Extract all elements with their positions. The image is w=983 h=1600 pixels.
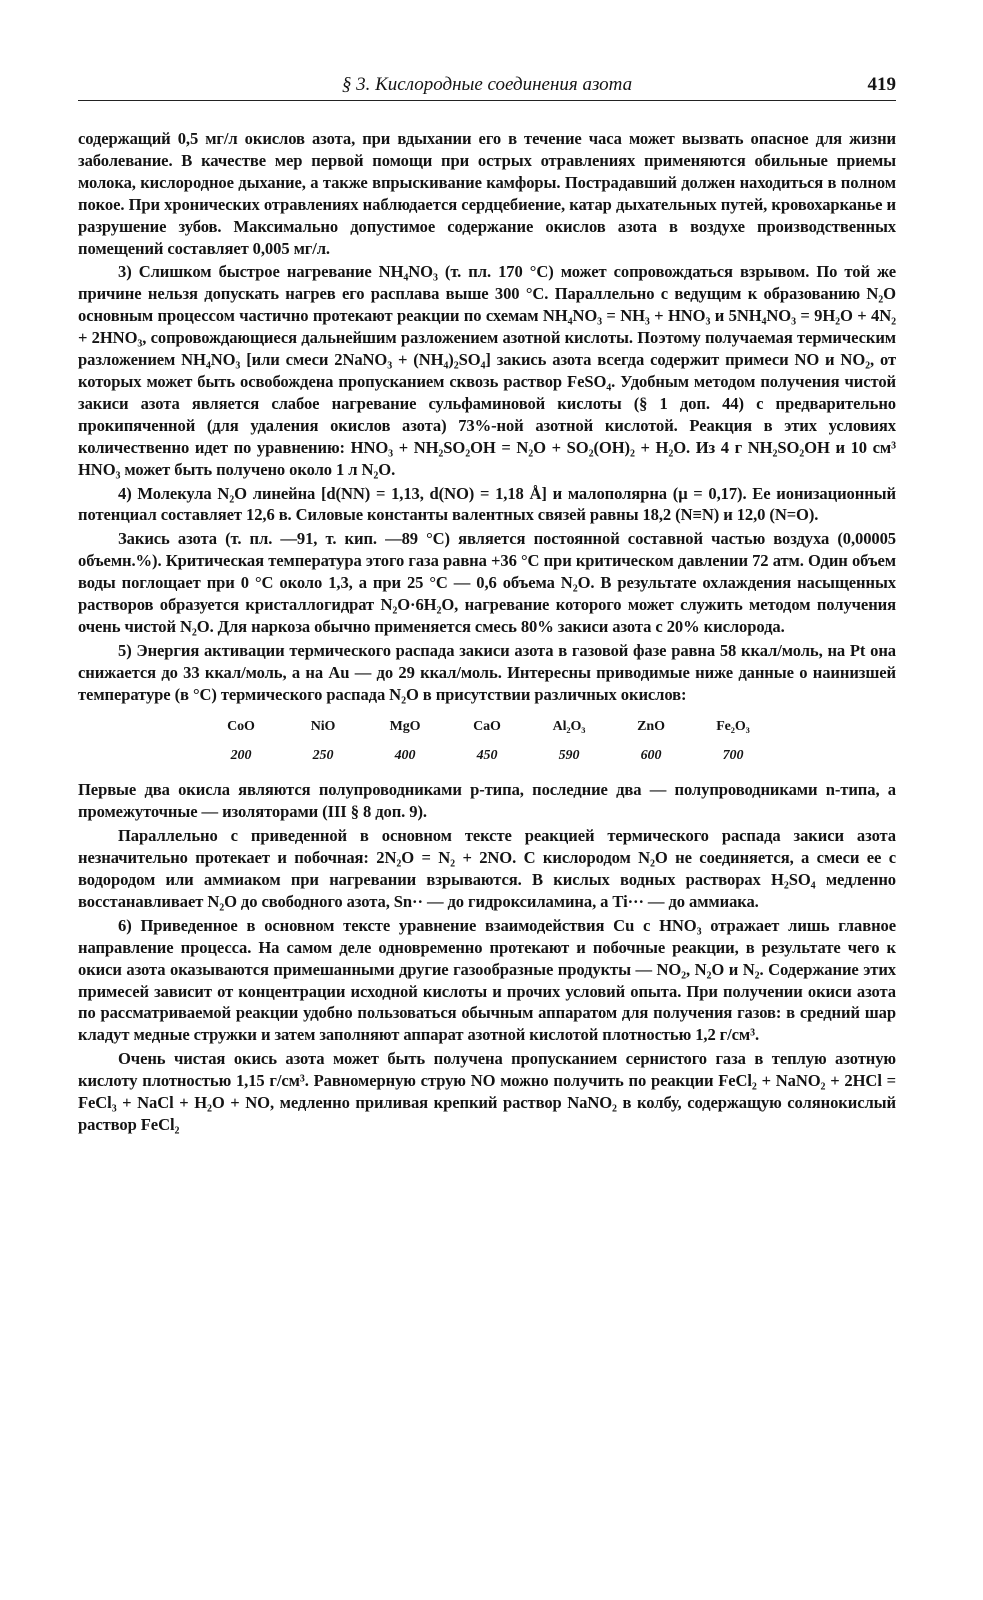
temperature-value: 200 bbox=[230, 748, 252, 764]
paragraph-8: 6) Приведенное в основном тексте уравнение взаимодействия Cu с HNO₃ отражает лишь главное направление процесса. На самом деле одновременно протекают и побочные реакции, в результате чего к окиси азота оказываются примешанными другие газообразные продукты — NO₂, N₂O и N₂. Содержание этих примесей зависит от концентрации исходной кислоты и прочих условий опыта. При получении окиси азота по рассматриваемой реакции удобно пользоваться обычным аппаратом для получения газов: в средний шар кладут медные стружки и затем заполняют аппарат азотной кислотой плотностью 1,2 г/см³. bbox=[78, 915, 896, 1045]
temperature-value: 700 bbox=[722, 748, 744, 764]
oxide-temperature-table bbox=[200, 712, 774, 772]
paragraph-4: Закись азота (т. пл. —91, т. кип. —89 °C) является постоянной составной частью воздуха (0,00005 объемн.%). Критическая температура этого газа равна +36 °C при критическом давлении 72 атм. Один объем воды поглощает при 0 °C около 1,3, а при 25 °C — 0,6 объема N₂O. В результате охлаждения насыщенных растворов образуется кристаллогидрат N₂O·6H₂O, нагревание которого может служить методом получения очень чистой N₂O. Для наркоза обычно применяется смесь 80% закиси азота с 20% кислорода. bbox=[78, 529, 896, 636]
temperature-value: 590 bbox=[558, 748, 580, 764]
paragraph-2: 3) Слишком быстрое нагревание NH₄NO₃ (т. пл. 170 °C) может сопровождаться взрывом. По той же причине нельзя допускать нагрев его расплава выше 300 °C. Параллельно с ведущим к образованию N₂O основным процессом частично протекают реакции по схемам NH₄NO₃ = NH₃ + HNO₃ и 5NH₄NO₃ = 9H₂O + 4N₂ + 2HNO₃, сопровождающиеся дальнейшим разложением азотной кислоты. Поэтому получаемая термическим разложением NH₄NO₃ [или смеси 2NaNO₃ + (NH₄)₂SO₄] закись азота всегда содержит примеси NO и NO₂, от которых может быть освобождена пропусканием сквозь раствор FeSO₄. Удобным методом получения чистой закиси азота является слабое нагревание сульфаминовой кислоты (§ 1 доп. 44) с предварительно прокипяченной (для удаления окислов азота) 73%-ной азотной кислотой. Реакция в этих условиях количественно идет по уравнению: HNO₃ + NH₂SO₂OH = N₂O + SO₂(OH)₂ + H₂O. Из 4 г NH₂SO₂OH и 10 см³ HNO₃ может быть получено около 1 л N₂O. bbox=[78, 262, 896, 479]
oxide-name: MgO bbox=[389, 718, 421, 734]
temperature-value: 250 bbox=[312, 748, 334, 764]
oxide-name: NiO bbox=[310, 718, 336, 734]
oxide-names-row bbox=[200, 712, 774, 742]
temperature-value: 600 bbox=[640, 748, 662, 764]
page-number: 419 bbox=[867, 74, 896, 95]
paragraph-5: 5) Энергия активации термического распада закиси азота в газовой фазе равна 58 ккал/моль, на Pt она снижается до 33 ккал/моль, а на Au — до 29 ккал/моль. Интересны приводимые ниже данные о наинизшей температуре (в °C) термического распада N₂O в присутствии различных окислов: bbox=[78, 640, 896, 704]
paragraph-6: Первые два окисла являются полупроводниками p-типа, последние два — полупроводниками n-типа, а промежуточные — изоляторами (III § 8 доп. 9). bbox=[78, 780, 896, 822]
oxide-name: Al₂O₃ bbox=[552, 718, 586, 734]
running-title: § 3. Кислородные соединения азота bbox=[341, 74, 633, 95]
paragraph-7: Параллельно с приведенной в основном тексте реакцией термического распада закиси азота незначительно протекает и побочная: 2N₂O = N₂ + 2NO. С кислородом N₂O не соединяется, а смеси ее с водородом или аммиаком при нагревании взрываются. В кислых водных растворах H₂SO₄ медленно восстанавливает N₂O до свободного азота, Sn·· — до гидроксиламина, а Ti··· — до аммиака. bbox=[78, 826, 896, 911]
oxide-name: ZnO bbox=[637, 718, 665, 734]
body-text bbox=[78, 128, 896, 1138]
temperature-value: 400 bbox=[394, 748, 416, 764]
oxide-name: Fe₂O₃ bbox=[716, 718, 750, 734]
paragraph-1: содержащий 0,5 мг/л окислов азота, при вдыхании его в течение часа может вызвать опасное для жизни заболевание. В качестве мер первой помощи при острых отравлениях применяются обильные приемы молока, кислородное дыхание, а также впрыскивание камфоры. Пострадавший должен находиться в полном покое. При хронических отравлениях наблюдается сердцебиение, катар дыхательных путей, кровохарканье и разрушение зубов. Максимально допустимое содержание окислов азота в воздухе производственных помещений составляет 0,005 мг/л. bbox=[78, 129, 896, 258]
temperature-value: 450 bbox=[476, 748, 498, 764]
oxide-name: CoO bbox=[227, 718, 255, 734]
paragraph-9: Очень чистая окись азота может быть получена пропусканием сернистого газа в теплую азотную кислоту плотностью 1,15 г/см³. Равномерную струю NO можно получить по реакции FeCl₂ + NaNO₂ + 2HCl = FeCl₃ + NaCl + H₂O + NO, медленно приливая крепкий раствор NaNO₂ в колбу, содержащую солянокислый раствор FeCl₂ bbox=[78, 1049, 896, 1134]
paragraph-3: 4) Молекула N₂O линейна [d(NN) = 1,13, d(NO) = 1,18 Å] и малополярна (μ = 0,17). Ее ионизационный потенциал составляет 12,6 в. Силовые константы валентных связей равны 18,2 (N≡N) и 12,0 (N=O). bbox=[78, 483, 896, 525]
page-header bbox=[78, 70, 896, 101]
oxide-name: CaO bbox=[473, 718, 501, 734]
decomposition-temperature-row bbox=[200, 741, 774, 771]
